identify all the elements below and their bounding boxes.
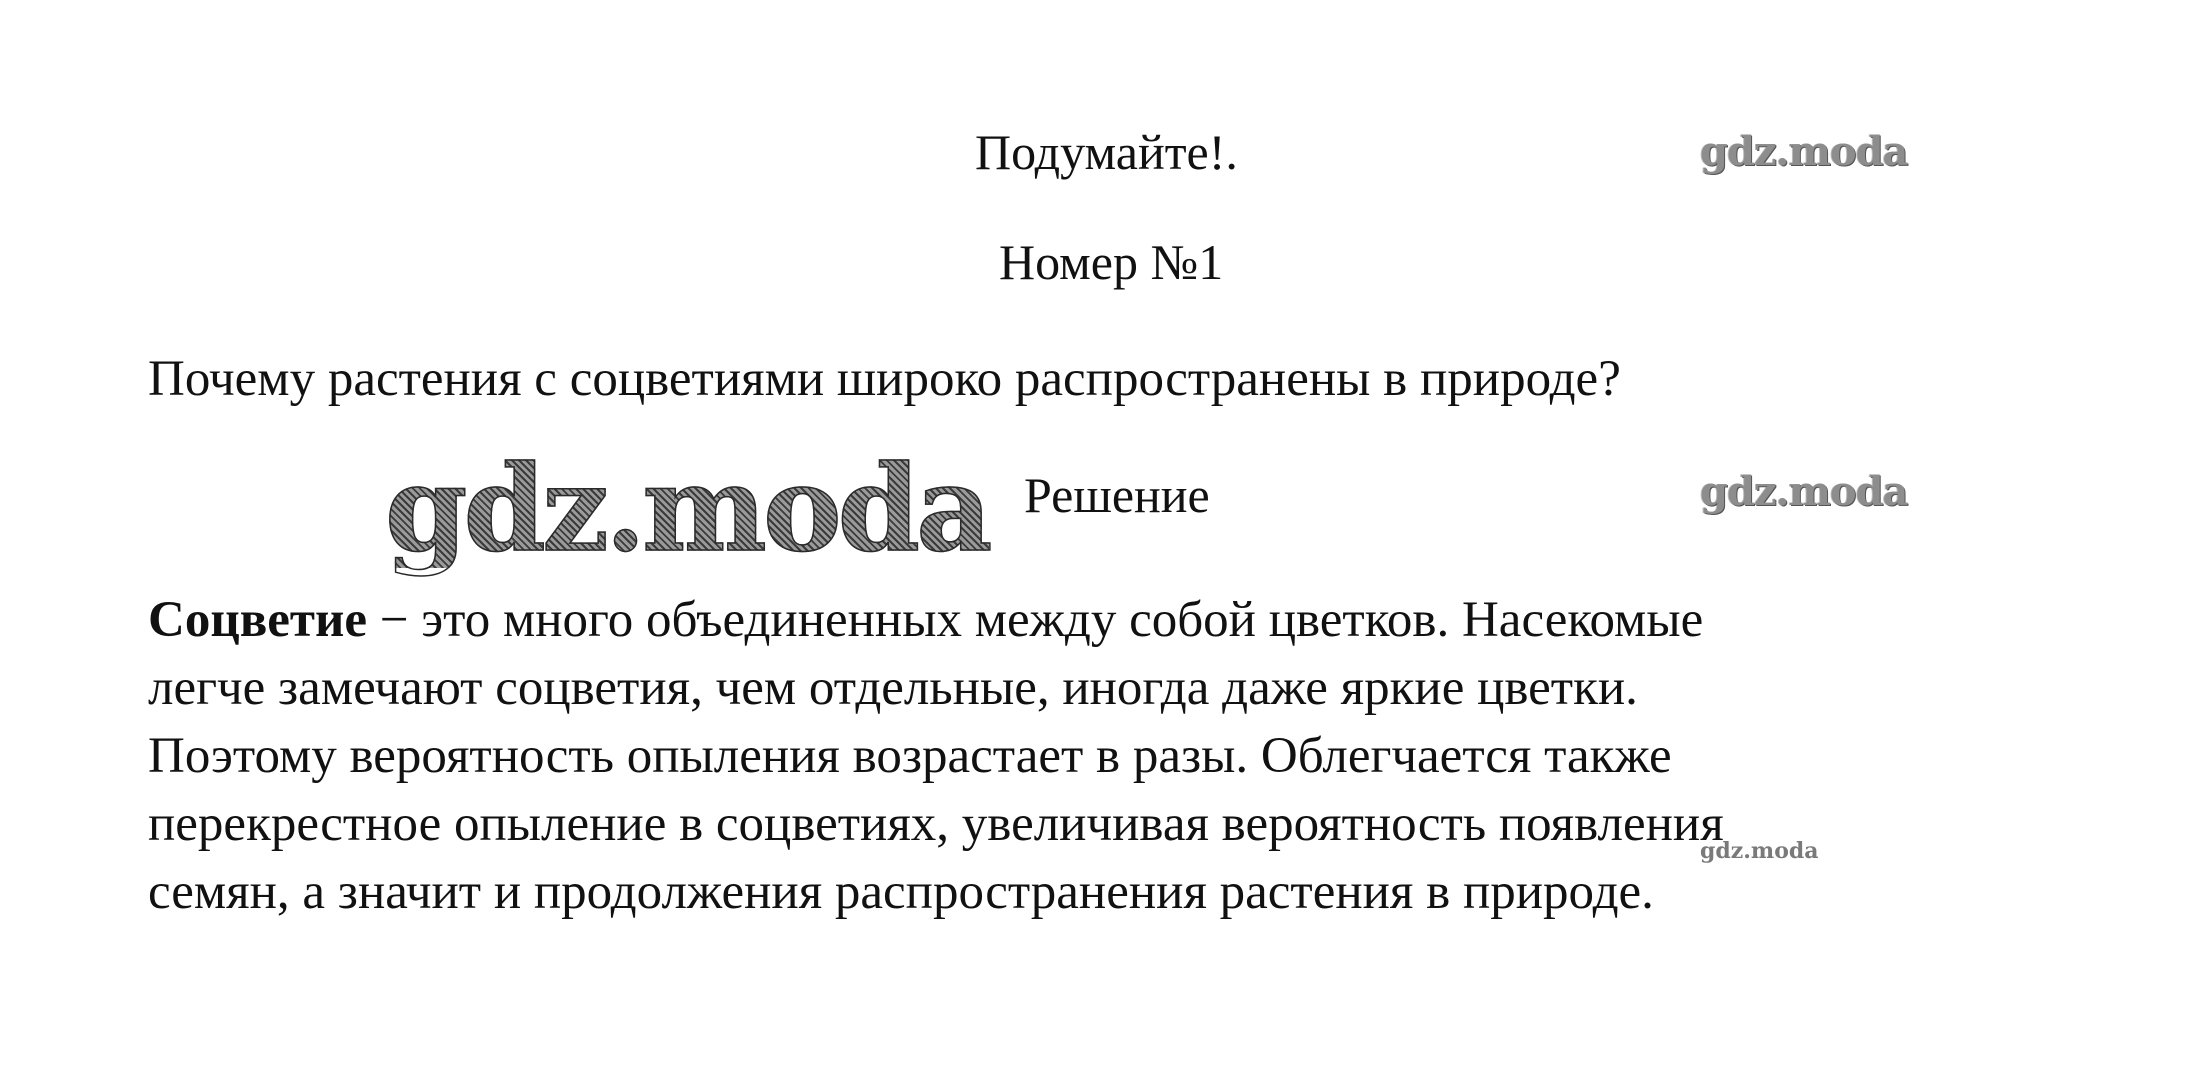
watermark-logo-large: gdz.moda <box>385 439 989 578</box>
answer-text <box>148 586 2048 926</box>
answer-line: Поэтому вероятность опыления возрастает в разы. Облегчается также <box>148 728 1672 784</box>
watermark-logo: gdz.moda <box>1700 468 1908 515</box>
question-text: Почему растения с соцветиями широко распространены в природе? <box>148 351 1621 407</box>
answer-line: легче замечают соцветия, чем отдельные, иногда даже яркие цветки. <box>148 660 1638 716</box>
answer-line: перекрестное опыление в соцветиях, увеличивая вероятность появления <box>148 796 1724 852</box>
exercise-number: Номер №1 <box>999 234 1224 290</box>
answer-term: Соцветие <box>148 592 367 648</box>
watermark-logo: gdz.moda <box>1700 128 1908 175</box>
section-title: Подумайте!. <box>975 124 1238 180</box>
answer-line-rest: − это много объединенных между собой цветков. Насекомые <box>366 592 1704 648</box>
solution-heading: Решение <box>1024 467 1210 523</box>
answer-line <box>148 586 2048 654</box>
watermark-logo-small: gdz.moda <box>1700 838 1819 864</box>
answer-line: семян, а значит и продолжения распространения растения в природе. <box>148 864 1654 920</box>
